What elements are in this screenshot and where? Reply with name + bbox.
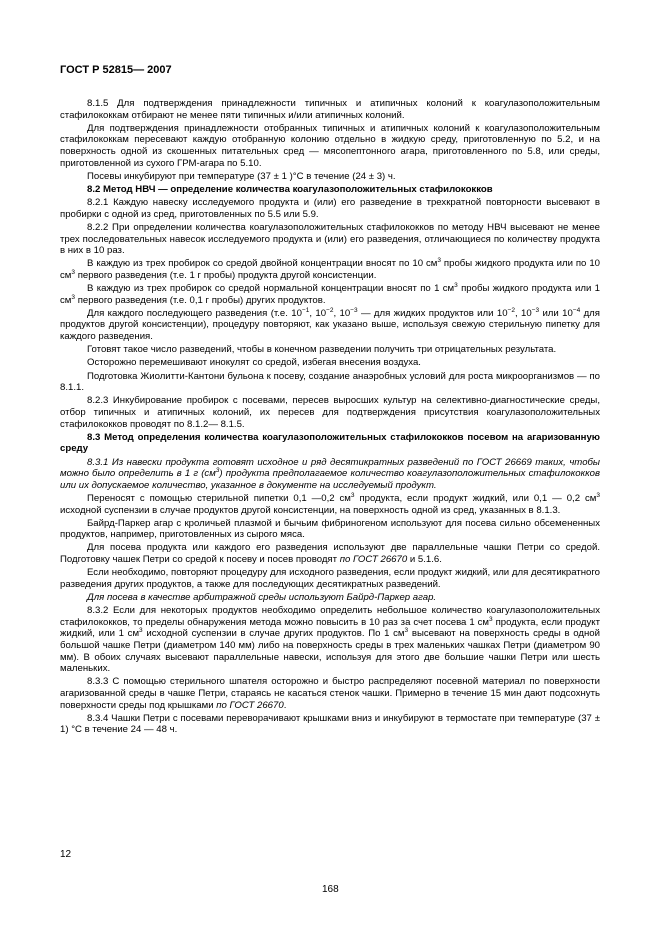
paragraph: В каждую из трех пробирок со средой двойной концентрации вносят по 10 $см^3$ пробы жидкого продукта или по 10 $см^3$ первого разведения (т.е. 1 г пробы) продукта другой консистенции. — [60, 257, 600, 281]
paragraph: Для посева в качестве арбитражной среды используют Байрд-Паркер агар. — [87, 592, 437, 604]
document-body — [60, 98, 600, 738]
paragraph: В каждую из трех пробирок со средой нормальной концентрации вносят по 1 $см^3$ пробы жидкого продукта или 1 $см^3$ первого разведения (т.е. 0,1 г пробы) других продуктов. — [60, 282, 600, 306]
page-number: 12 — [60, 849, 72, 860]
paragraph: Подготовка Жиолитти-Кантони бульона к посеву, создание анаэробных условий для роста микроорганизмов — по 8.1.1. — [60, 370, 600, 394]
paragraph: Для посева продукта или каждого его разведения используют две параллельные чашки Петри со средой. Подготовку чашек Петри со средой к посеву и посев проводят по ГОСТ 26670 и 5.1.6. — [60, 542, 600, 566]
footer-number: 168 — [322, 884, 339, 895]
paragraph: Байрд-Паркер агар с кроличьей плазмой и бычьим фибриногеном используют для посева сильно обсемененных продуктов, например, приготовленных из сырого мяса. — [60, 517, 600, 541]
section-heading: 8.3 Метод определения количества коагулазоположительных стафилококков посевом на агаризованную среду — [60, 431, 600, 455]
paragraph: 8.3.2 Если для некоторых продуктов необходимо определить небольшое количество коагулазоположительных стафилококков, то пределы обнаружения метода можно повысить в 10 раз за счет посева 1 $см^3$ продукта, если продукт жидкий, или 1 $см^3$ исходной суспензии в случае других продуктов. По 1 $см^3$ высевают на поверхность среды в одной большой чашке Петри (диаметром 140 мм) либо на поверхность среды в трех маленьких чашках Петри (диаметром 90 мм). В обоих случаях высевают параллельные навески, используя для этого две большие чашки Петри или шесть маленьких. — [60, 605, 600, 675]
paragraph: 8.2.1 Каждую навеску исследуемого продукта и (или) его разведение в трехкратной повторности высевают в пробирки с одной из сред, приготовленных по 5.5 или 5.9. — [60, 197, 600, 220]
paragraph: Для каждого последующего разведения (т.е. $10^{-1}$, $10^{-2}$, $10^{-3}$ — для жидких продуктов или $10^{-2}$, $10^{-3}$ или $10^{-4}$ для продуктов другой консистенции), процедуру повторяют, как указано выше, используя свежую стерильную пипетку для каждого разведения. — [60, 306, 600, 343]
paragraph: 8.3.1 Из навески продукта готовят исходное и ряд десятикратных разведений по ГОСТ 26669 таких, чтобы можно было определить в 1 г $(см^3)$ продукта предполагаемое количество коагулазоположительных стафилококков или их допускаемое количество, указанное в документе на исследуемый продукт. — [60, 456, 600, 491]
paragraph: 8.2.3 Инкубирование пробирок с посевами, пересев выросших культур на селективно-диагностические среды, отбор типичных и атипичных колоний, их пересев для подтверждения присутствия коагулазоположительных стафилококков проводят по 8.1.2— 8.1.5. — [60, 395, 600, 430]
paragraph: Готовят такое число разведений, чтобы в конечном разведении получить три отрицательных результата. — [87, 344, 557, 356]
section-heading: 8.2 Метод НВЧ — определение количества коагулазоположительных стафилококков — [87, 183, 493, 195]
paragraph: Если необходимо, повторяют процедуру для исходного разведения, если продукт жидкий, или для десятикратного разведения других продуктов, а также для последующих десятикратных разведений. — [60, 567, 600, 590]
document-header: ГОСТ Р 52815— 2007 — [60, 64, 172, 76]
paragraph: Осторожно перемешивают инокулят со средой, избегая внесения воздуха. — [87, 357, 421, 369]
paragraph: 8.2.2 При определении количества коагулазоположительных стафилококков по методу НВЧ высевают не менее трех последовательных навесок исследуемого продукта и (или) его разведения, отличающиеся по количеству продукта в них в 10 раз. — [60, 221, 600, 257]
paragraph: 8.3.4 Чашки Петри с посевами переворачивают крышками вниз и инкубируют в термостате при температуре (37 ± 1) °С в течение 24 — 48 ч. — [60, 712, 600, 736]
paragraph: 8.1.5 Для подтверждения принадлежности типичных и атипичных колоний к коагулазоположительным стафилококкам отбирают не менее пяти типичных и/или атипичных колоний. — [60, 98, 600, 121]
paragraph: Переносят с помощью стерильной пипетки 0,1 —0,2 $см^3$ продукта, если продукт жидкий, или 0,1 — 0,2 $см^3$ исходной суспензии в случае продуктов другой консистенции, на поверхность одной из сред, указанных в 8.1.3. — [60, 491, 600, 516]
paragraph: 8.3.3 С помощью стерильного шпателя осторожно и быстро распределяют посевной материал по поверхности агаризованной среды в чашке Петри, стараясь не касаться стенок чашки. Примерно в течение 15 мин дают подсохнуть поверхности среды под крышками по ГОСТ 26670. — [60, 676, 600, 711]
paragraph: Посевы инкубируют при температуре (37 ± 1 )°С в течение (24 ± 3) ч. — [87, 170, 396, 182]
paragraph: Для подтверждения принадлежности отобранных типичных и атипичных колоний к коагулазоположительным стафилококкам пересевают каждую отобранную колонию отдельно в жидкую среду, приготовленную по 5.2, и на поверхность одной из скошенных питательных сред — мясопептонного агара, приготовленного по 5.8, или среды, приготовленной из сухого ГРМ-агара по 5.10. — [60, 122, 600, 169]
